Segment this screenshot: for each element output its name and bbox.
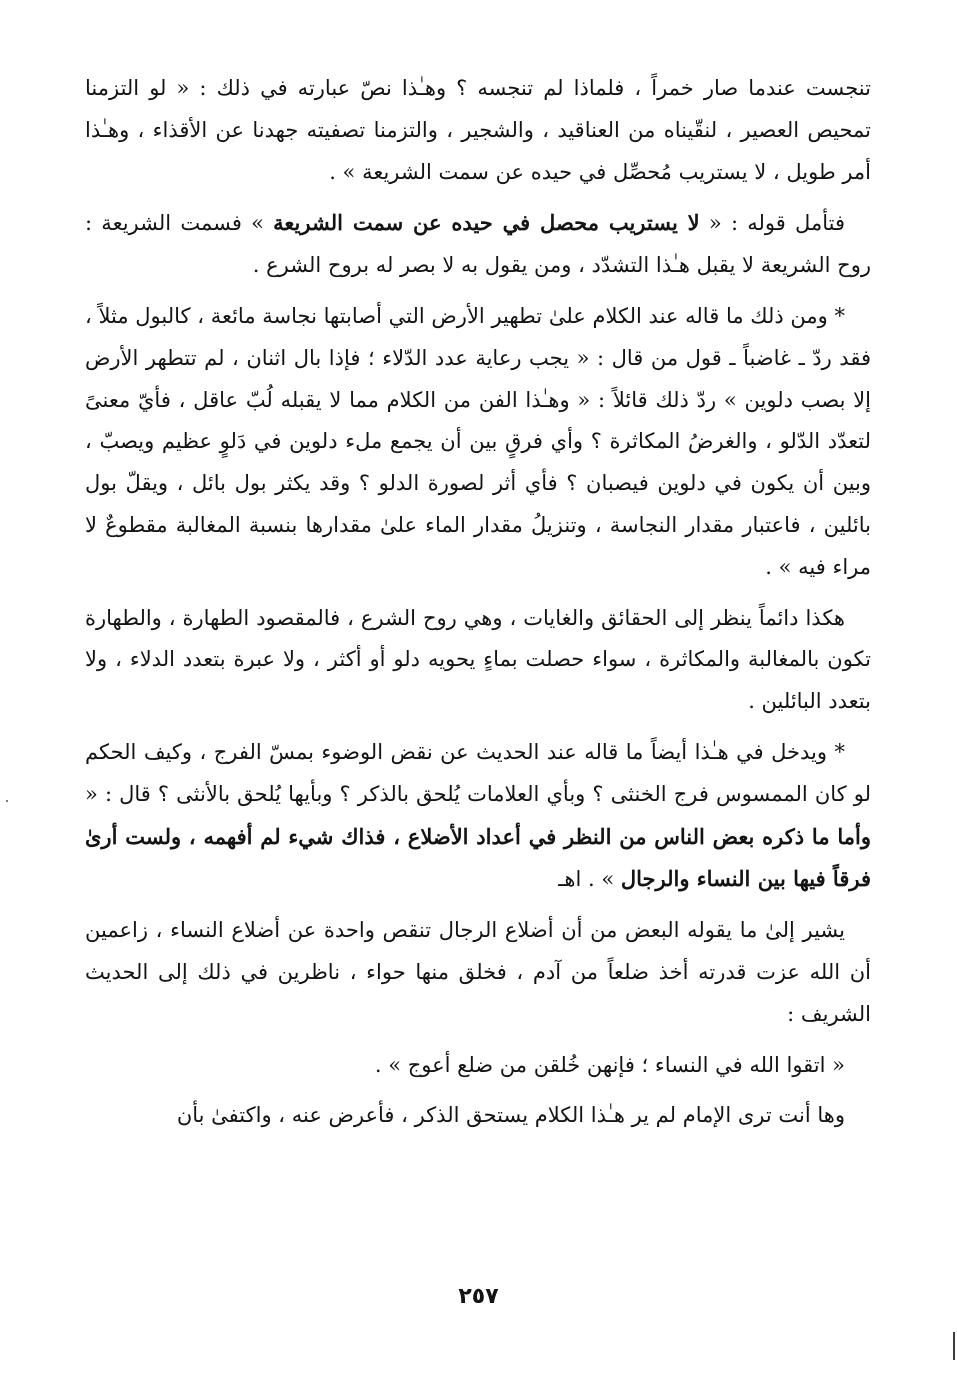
paragraph-4: هكذا دائماً ينظر إلى الحقائق والغايات ، وهي روح الشرع ، فالمقصود الطهارة ، والطهارة تكون بالمغالبة والمكاثرة ، سواء حصلت بماءٍ يحويه دلو أو أكثر ، ولا عبرة بتعدد الدلاء ، ولا بتعدد البائلين . (85, 605, 871, 714)
paragraph-2 (85, 202, 871, 287)
paragraph-5-intro: * ويدخل في هـٰذا أيضاً ما قاله عند الحديث عن نقض الوضوء بمسّ الفرج ، وكيف الحكم لو كان الممسوس فرج الخنثى ؟ وبأي العلامات يُلحق بالذكر ؟ وبأيها يُلحق بالأنثى ؟ قال : « (85, 739, 871, 806)
paragraph-5-rest: » . اهـ (558, 867, 621, 892)
page-body (85, 68, 871, 1146)
page-number: ٢٥٧ (458, 1284, 499, 1309)
paragraph-1: تنجست عندما صار خمراً ، فلماذا لم تنجسه ؟ وهـٰذا نصّ عبارته في ذلك : « لو التزمنا تمحيص العصير ، لنقّيناه من العناقيد ، والشجير ، والتزمنا تصفيته جهدنا عن الأقذاء ، وهـٰذا أمر طويل ، لا يستريب مُحصِّل في حيده عن سمت الشريعة » . (85, 76, 871, 184)
paragraph-2-intro: فتأمل قوله : « (699, 211, 845, 236)
hadith-quote: « اتقوا الله في النساء ؛ فإنهن خُلقن من ضلع أعوج » . (374, 1052, 845, 1077)
paragraph-2-bold-quote: لا يستريب محصل في حيده عن سمت الشريعة (273, 210, 700, 236)
page-edge-mark (953, 1332, 955, 1360)
paragraph-2-rest: » فسمت الشريعة : روح الشريعة لا يقبل هـٰذا التشدّد ، ومن يقول به لا بصر له بروح الشرع . (85, 211, 871, 278)
paragraph-6: يشير إلىٰ ما يقوله البعض من أن أضلاع الرجال تنقص واحدة عن أضلاع النساء ، زاعمين أن الله عزت قدرته أخذ ضلعاً من آدم ، فخلق منها حواء ، ناظرين في ذلك إلى الحديث الشريف : (85, 918, 871, 1026)
scan-speck (6, 800, 8, 802)
paragraph-7: وها أنت ترى الإمام لم ير هـٰذا الكلام يستحق الذكر ، فأعرض عنه ، واكتفىٰ بأن (176, 1103, 845, 1128)
paragraph-5-bold-quote: وأما ما ذكره بعض الناس من النظر في أعداد الأضلاع ، فذاك شيء لم أفهمه ، ولست أرىٰ فرقاً فيها بين النساء والرجال (85, 823, 871, 892)
paragraph-3: * ومن ذلك ما قاله عند الكلام علىٰ تطهير الأرض التي أصابتها نجاسة مائعة ، كالبول مثلاً ، فقد ردّ ـ غاضباً ـ قول من قال : « يجب رعاية عدد الدّلاء ؛ فإذا بال اثنان ، لم تتطهر الأرض إلا بصب دلوين » ردّ ذلك قائلاً : « وهـٰذا الفن من الكلام مما لا يقبله لُبّ عاقل ، فأيّ معنىً لتعدّد الدّلو ، والغرضُ المكاثرة ؟ وأي فرقٍ بين أن يجمع ملء دلوين في دَلوٍ عظيم ويصبّ ، وبين أن يكون في دلوين فيصبان ؟ فأي أثر لصورة الدلو ؟ وقد يكثر بول بائل ، ويقلّ بول بائلين ، فاعتبار مقدار النجاسة ، وتنزيلُ مقدار الماء علىٰ مقدارها بنسبة المغالبة مقطوعٌ لا مراء فيه » . (85, 303, 871, 579)
paragraph-5 (85, 732, 871, 901)
